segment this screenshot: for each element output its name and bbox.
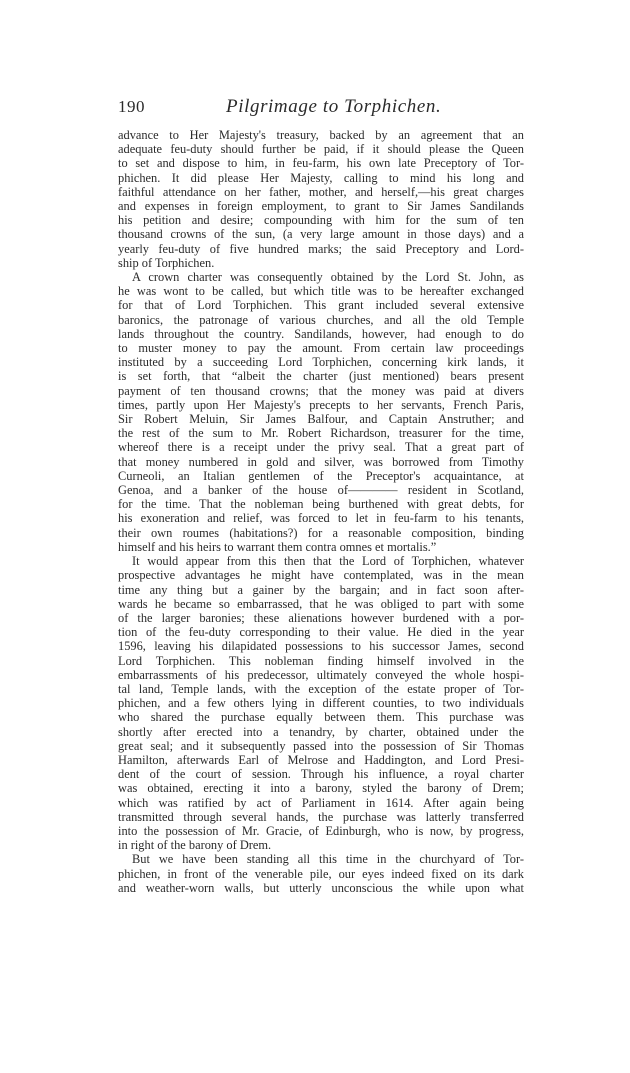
body-text bbox=[118, 128, 524, 895]
text-line: prospective advantages he might have contemplated, was in the mean bbox=[118, 568, 524, 583]
text-line: he was wont to be called, but which title was to be hereafter exchanged bbox=[118, 284, 524, 299]
text-line: and expenses in foreign employment, to grant to Sir James Sandilands bbox=[118, 199, 524, 214]
text-line: times, partly upon Her Majesty's precepts to her servants, French Paris, bbox=[118, 397, 524, 412]
text-line: faithful attendance on her father, mother, and herself,—his great charges bbox=[118, 184, 524, 199]
text-line: yearly feu-duty of five hundred marks; the said Preceptory and Lord- bbox=[118, 241, 524, 256]
text-line: time any thing but a gainer by the bargain; and in fact soon after- bbox=[118, 582, 524, 597]
text-line: 1596, leaving his dilapidated possessions to his successor James, second bbox=[118, 639, 524, 654]
text-line: Genoa, and a banker of the house of———— resident in Scotland, bbox=[118, 483, 524, 498]
text-line: ship of Torphichen. bbox=[118, 255, 215, 270]
text-line: adequate feu-duty should further be paid, if it should please the Queen bbox=[118, 142, 524, 157]
text-line: baronics, the patronage of various churches, and all the old Temple bbox=[118, 312, 524, 327]
text-line: into the possession of Mr. Gracie, of Edinburgh, who is now, by progress, bbox=[118, 823, 524, 838]
text-line: embarrassments of his predecessor, ultimately conveyed the whole hospi- bbox=[118, 667, 524, 682]
text-line: for that of Lord Torphichen. This grant included several extensive bbox=[118, 298, 524, 313]
text-line: and weather-worn walls, but utterly unconscious the while upon what bbox=[118, 880, 524, 895]
text-line: which was ratified by act of Parliament in 1614. After again being bbox=[118, 795, 524, 810]
text-line: the rest of the sum to Mr. Robert Richardson, treasurer for the time, bbox=[118, 426, 524, 441]
text-line: lands throughout the country. Sandilands, however, had enough to do bbox=[118, 326, 524, 341]
text-line: Sir Robert Meluin, Sir James Balfour, and Captain Anstruther; and bbox=[118, 412, 524, 427]
text-line: But we have been standing all this time in the churchyard of Tor- bbox=[132, 852, 524, 867]
text-line: phichen, in front of the venerable pile, our eyes indeed fixed on its dark bbox=[118, 866, 524, 881]
text-line: payment of ten thousand crowns; that the money was paid at divers bbox=[118, 383, 524, 398]
text-line: to muster money to pay the amount. From certain law proceedings bbox=[118, 341, 524, 356]
text-line: instituted by a succeeding Lord Torphichen, concerning kirk lands, it bbox=[118, 355, 524, 370]
text-line: thousand crowns of the sun, (a very large amount in those days) and a bbox=[118, 227, 524, 242]
text-line: Lord Torphichen. This nobleman finding himself involved in the bbox=[118, 653, 524, 668]
text-line: himself and his heirs to warrant them contra omnes et mortalis.” bbox=[118, 539, 437, 554]
text-line: is set forth, that “albeit the charter (just mentioned) bears present bbox=[118, 369, 524, 384]
text-line: for the time. That the nobleman being burthened with great debts, for bbox=[118, 497, 524, 512]
text-line: his petition and desire; compounding with him for the sum of ten bbox=[118, 213, 524, 228]
text-line: Curneoli, an Italian gentlemen of the Preceptor's acquaintance, at bbox=[118, 468, 524, 483]
text-line: their own roumes (habitations?) for a reasonable composition, binding bbox=[118, 525, 524, 540]
text-line: transmitted through several hands, the purchase was latterly transferred bbox=[118, 809, 524, 824]
text-line: his exoneration and relief, was forced to let in feu-farm to his tenants, bbox=[118, 511, 524, 526]
text-line: in right of the barony of Drem. bbox=[118, 838, 272, 853]
text-line: wards he became so embarrassed, that he was obliged to part with some bbox=[118, 596, 524, 611]
running-title: Pilgrimage to Torphichen. bbox=[226, 96, 442, 117]
text-line: of the larger baronies; these alienations however burdened with a por- bbox=[118, 610, 524, 625]
text-line: who shared the purchase equally between them. This purchase was bbox=[118, 710, 524, 725]
text-line: tal land, Temple lands, with the exception of the estate proper of Tor- bbox=[118, 681, 524, 696]
text-line: Hamilton, afterwards Earl of Melrose and Haddington, and Lord Presi- bbox=[118, 752, 524, 767]
book-page bbox=[118, 96, 524, 895]
text-line: was obtained, erecting it into a barony, styled the barony of Drem; bbox=[118, 781, 524, 796]
page-number: 190 bbox=[118, 97, 145, 116]
text-line: whereof there is a receipt under the privy seal. That a great part of bbox=[118, 440, 524, 455]
text-line: tion of the feu-duty corresponding to their value. He died in the year bbox=[118, 625, 524, 640]
text-line: It would appear from this then that the Lord of Torphichen, whatever bbox=[132, 554, 524, 569]
text-line: dent of the court of session. Through his influence, a royal charter bbox=[118, 767, 524, 782]
text-line: phichen. It did please Her Majesty, calling to mind his long and bbox=[118, 170, 524, 185]
text-line: A crown charter was consequently obtained by the Lord St. John, as bbox=[132, 270, 524, 285]
text-line: great seal; and it subsequently passed into the possession of Sir Thomas bbox=[118, 738, 524, 753]
text-line: shortly after erected into a tenandry, by charter, obtained under the bbox=[118, 724, 524, 739]
text-line: that money numbered in gold and silver, was borrowed from Timothy bbox=[118, 454, 524, 469]
text-line: advance to Her Majesty's treasury, backed by an agreement that an bbox=[118, 128, 524, 142]
page-header bbox=[118, 96, 524, 128]
text-line: phichen, and a few others lying in different counties, to two individuals bbox=[118, 696, 524, 711]
text-line: to set and dispose to him, in feu-farm, his own late Preceptory of Tor- bbox=[118, 156, 524, 171]
